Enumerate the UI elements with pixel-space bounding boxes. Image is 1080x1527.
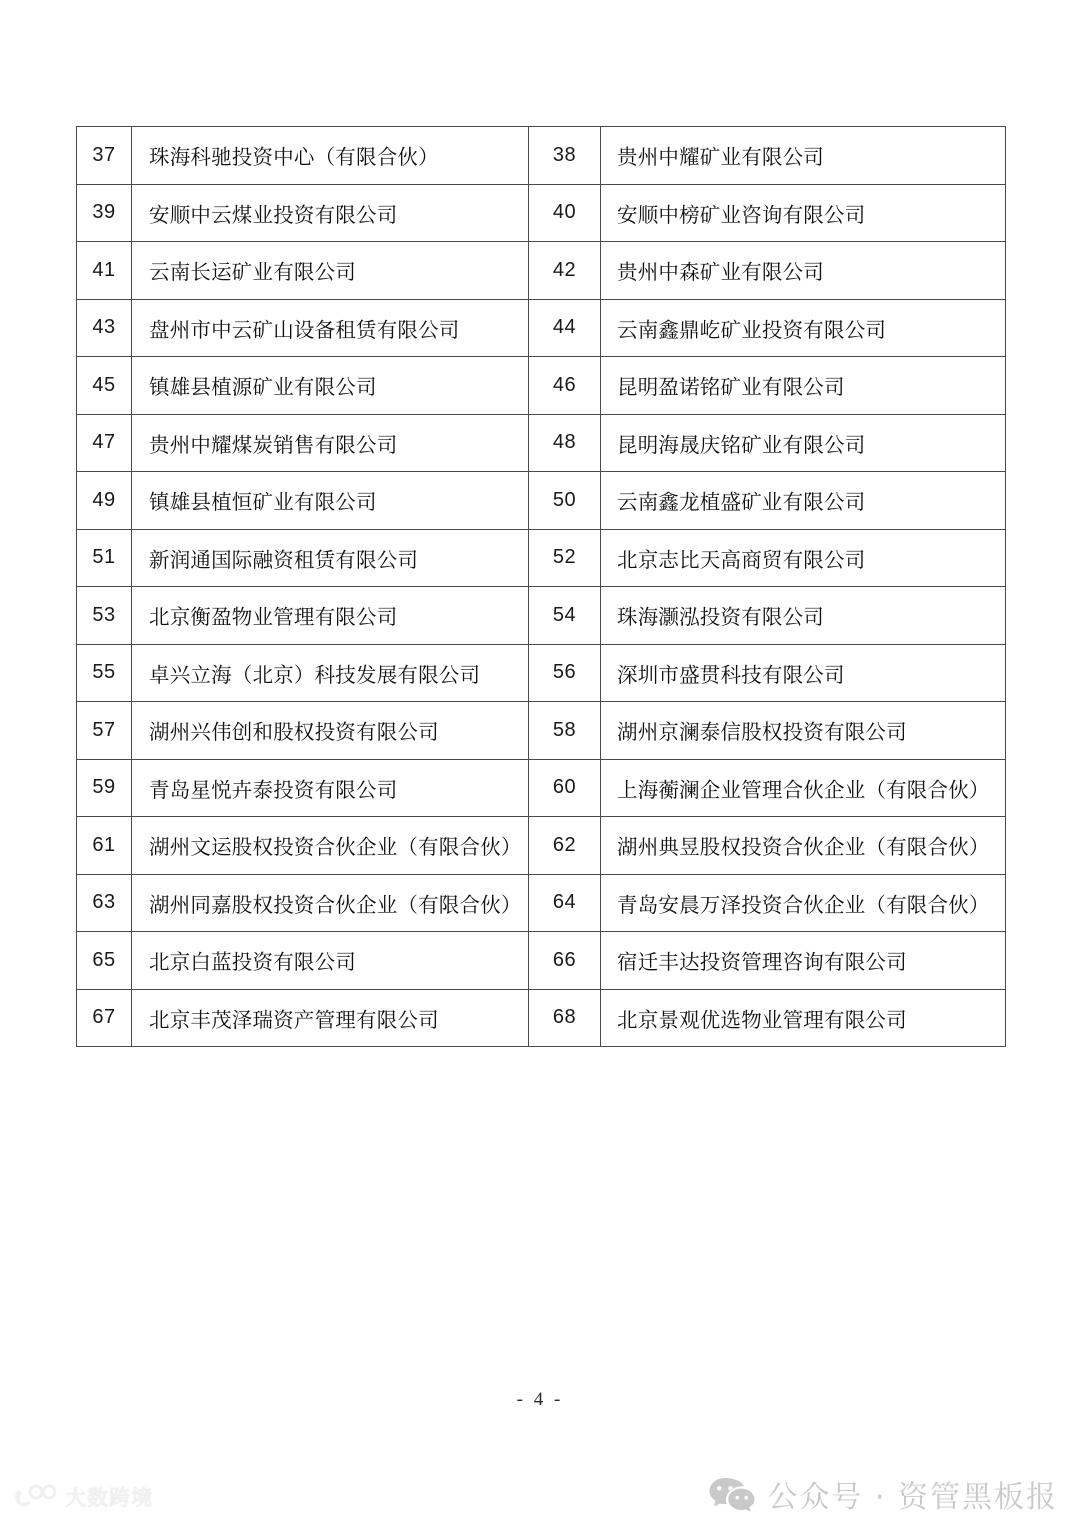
entity-name-right: 北京景观优选物业管理有限公司 [601, 989, 1006, 1047]
row-number-left: 63 [77, 874, 132, 932]
entity-name-left: 湖州兴伟创和股权投资有限公司 [132, 702, 529, 760]
entity-name-right: 昆明盈诺铭矿业有限公司 [601, 357, 1006, 415]
entity-name-right: 上海蘅澜企业管理合伙企业（有限合伙） [601, 759, 1006, 817]
entity-name-right: 贵州中耀矿业有限公司 [601, 127, 1006, 185]
table-row [77, 299, 1006, 357]
row-number-left: 57 [77, 702, 132, 760]
row-number-right: 52 [529, 529, 601, 587]
row-number-right: 54 [529, 587, 601, 645]
entity-name-left: 卓兴立海（北京）科技发展有限公司 [132, 644, 529, 702]
entity-name-left: 镇雄县植恒矿业有限公司 [132, 472, 529, 530]
row-number-left: 43 [77, 299, 132, 357]
entity-name-right: 珠海灏泓投资有限公司 [601, 587, 1006, 645]
entity-name-left: 北京白蓝投资有限公司 [132, 932, 529, 990]
entity-name-right: 贵州中森矿业有限公司 [601, 242, 1006, 300]
row-number-left: 53 [77, 587, 132, 645]
table-row [77, 242, 1006, 300]
entity-name-right: 湖州京澜泰信股权投资有限公司 [601, 702, 1006, 760]
entity-name-right: 宿迁丰达投资管理咨询有限公司 [601, 932, 1006, 990]
entity-name-left: 珠海科驰投资中心（有限合伙） [132, 127, 529, 185]
row-number-right: 40 [529, 184, 601, 242]
table-row [77, 184, 1006, 242]
row-number-left: 65 [77, 932, 132, 990]
table-row [77, 644, 1006, 702]
row-number-left: 39 [77, 184, 132, 242]
watermark-left-label: 大数跨境 [65, 1486, 153, 1510]
entity-name-left: 湖州同嘉股权投资合伙企业（有限合伙） [132, 874, 529, 932]
row-number-right: 56 [529, 644, 601, 702]
table-row [77, 414, 1006, 472]
entity-name-left: 湖州文运股权投资合伙企业（有限合伙） [132, 817, 529, 875]
row-number-left: 55 [77, 644, 132, 702]
entity-name-right: 昆明海晟庆铭矿业有限公司 [601, 414, 1006, 472]
row-number-left: 61 [77, 817, 132, 875]
row-number-right: 60 [529, 759, 601, 817]
entity-name-right: 青岛安晨万泽投资合伙企业（有限合伙） [601, 874, 1006, 932]
table-row [77, 989, 1006, 1047]
entity-name-left: 盘州市中云矿山设备租赁有限公司 [132, 299, 529, 357]
row-number-right: 44 [529, 299, 601, 357]
row-number-right: 46 [529, 357, 601, 415]
row-number-right: 68 [529, 989, 601, 1047]
table-row [77, 759, 1006, 817]
row-number-right: 50 [529, 472, 601, 530]
table-row [77, 874, 1006, 932]
table-row [77, 127, 1006, 185]
row-number-left: 37 [77, 127, 132, 185]
wechat-icon [709, 1476, 755, 1512]
row-number-right: 66 [529, 932, 601, 990]
entity-name-left: 新润通国际融资租赁有限公司 [132, 529, 529, 587]
watermark-left [14, 1482, 153, 1512]
dashu-logo-icon [14, 1484, 58, 1510]
entity-name-left: 青岛星悦卉泰投资有限公司 [132, 759, 529, 817]
row-number-left: 49 [77, 472, 132, 530]
watermark-right-label: 公众号 · 资管黑板报 [767, 1480, 1058, 1515]
row-number-left: 41 [77, 242, 132, 300]
row-number-left: 45 [77, 357, 132, 415]
entity-name-right: 云南鑫鼎屹矿业投资有限公司 [601, 299, 1006, 357]
table-row [77, 587, 1006, 645]
row-number-right: 48 [529, 414, 601, 472]
table-body [77, 127, 1006, 1047]
table-row [77, 529, 1006, 587]
entity-name-left: 北京丰茂泽瑞资产管理有限公司 [132, 989, 529, 1047]
entity-name-left: 安顺中云煤业投资有限公司 [132, 184, 529, 242]
table-row [77, 702, 1006, 760]
row-number-left: 47 [77, 414, 132, 472]
page-number: - 4 - [516, 1389, 564, 1410]
row-number-left: 51 [77, 529, 132, 587]
entity-name-right: 深圳市盛贯科技有限公司 [601, 644, 1006, 702]
row-number-right: 62 [529, 817, 601, 875]
row-number-right: 64 [529, 874, 601, 932]
row-number-right: 42 [529, 242, 601, 300]
table-row [77, 472, 1006, 530]
entity-name-right: 湖州典昱股权投资合伙企业（有限合伙） [601, 817, 1006, 875]
table-row [77, 357, 1006, 415]
watermark-right [709, 1472, 1058, 1516]
entity-name-right: 北京志比天高商贸有限公司 [601, 529, 1006, 587]
row-number-left: 67 [77, 989, 132, 1047]
entity-name-left: 北京衡盈物业管理有限公司 [132, 587, 529, 645]
entity-list-table [76, 126, 1006, 1047]
entity-name-right: 安顺中榜矿业咨询有限公司 [601, 184, 1006, 242]
row-number-right: 38 [529, 127, 601, 185]
row-number-left: 59 [77, 759, 132, 817]
entity-name-left: 云南长运矿业有限公司 [132, 242, 529, 300]
table-row [77, 932, 1006, 990]
entity-name-left: 贵州中耀煤炭销售有限公司 [132, 414, 529, 472]
entity-name-left: 镇雄县植源矿业有限公司 [132, 357, 529, 415]
table-row [77, 817, 1006, 875]
entity-name-right: 云南鑫龙植盛矿业有限公司 [601, 472, 1006, 530]
row-number-right: 58 [529, 702, 601, 760]
